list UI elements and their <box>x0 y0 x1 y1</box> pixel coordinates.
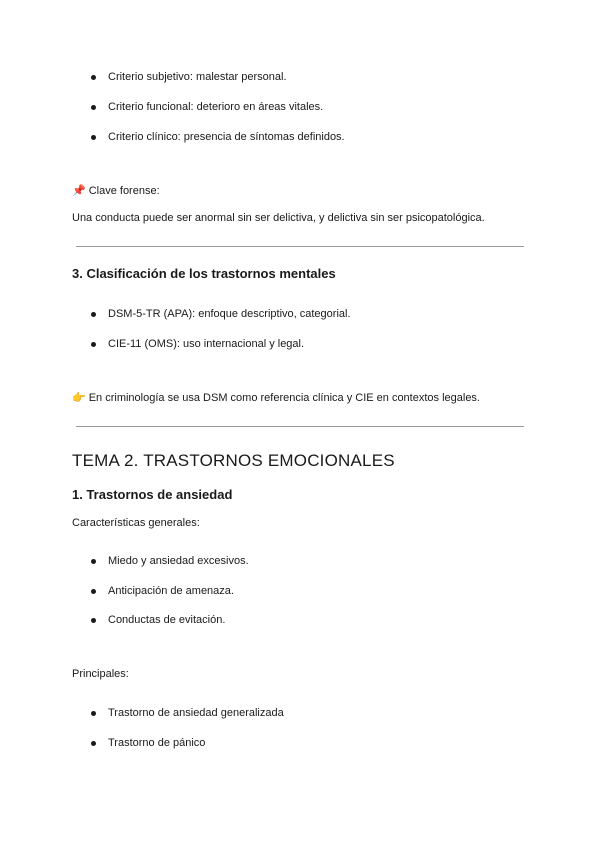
pushpin-icon: 📌 <box>72 184 86 197</box>
list-item: Criterio subjetivo: malestar personal. <box>108 71 287 83</box>
list-item: Criterio clínico: presencia de síntomas definidos. <box>108 131 345 143</box>
pointing-hand-icon: 👉 <box>72 391 86 404</box>
list-item: Anticipación de amenaza. <box>108 585 234 597</box>
section-heading: 1. Trastornos de ansiedad <box>72 487 233 502</box>
note-label-line <box>72 184 160 198</box>
list-item: Criterio funcional: deterioro en áreas vitales. <box>108 101 324 113</box>
list-item: Miedo y ansiedad excesivos. <box>108 555 249 567</box>
list-item: Trastorno de pánico <box>108 737 206 749</box>
divider <box>76 426 524 427</box>
section-heading: 3. Clasificación de los trastornos mentales <box>72 266 336 281</box>
paragraph-label: Principales: <box>72 668 129 680</box>
bullet-marker <box>91 105 96 110</box>
bullet-marker <box>91 312 96 317</box>
bullet-marker <box>91 589 96 594</box>
bullet-marker <box>91 741 96 746</box>
note-text: Una conducta puede ser anormal sin ser delictiva, y delictiva sin ser psicopatológica. <box>72 212 485 224</box>
tip-text: En criminología se usa DSM como referencia clínica y CIE en contextos legales. <box>88 392 480 404</box>
bullet-marker <box>91 559 96 564</box>
paragraph-label: Características generales: <box>72 517 200 529</box>
divider <box>76 246 524 247</box>
bullet-marker <box>91 618 96 623</box>
note-label: Clave forense: <box>88 185 160 197</box>
list-item: Trastorno de ansiedad generalizada <box>108 707 284 719</box>
bullet-marker <box>91 342 96 347</box>
tip-line <box>72 391 480 405</box>
list-item: Conductas de evitación. <box>108 614 226 626</box>
list-item: CIE-11 (OMS): uso internacional y legal. <box>108 338 305 350</box>
bullet-marker <box>91 135 96 140</box>
page-title: TEMA 2. TRASTORNOS EMOCIONALES <box>72 451 395 470</box>
bullet-marker <box>91 711 96 716</box>
list-item: DSM-5-TR (APA): enfoque descriptivo, categorial. <box>108 308 351 320</box>
bullet-marker <box>91 75 96 80</box>
